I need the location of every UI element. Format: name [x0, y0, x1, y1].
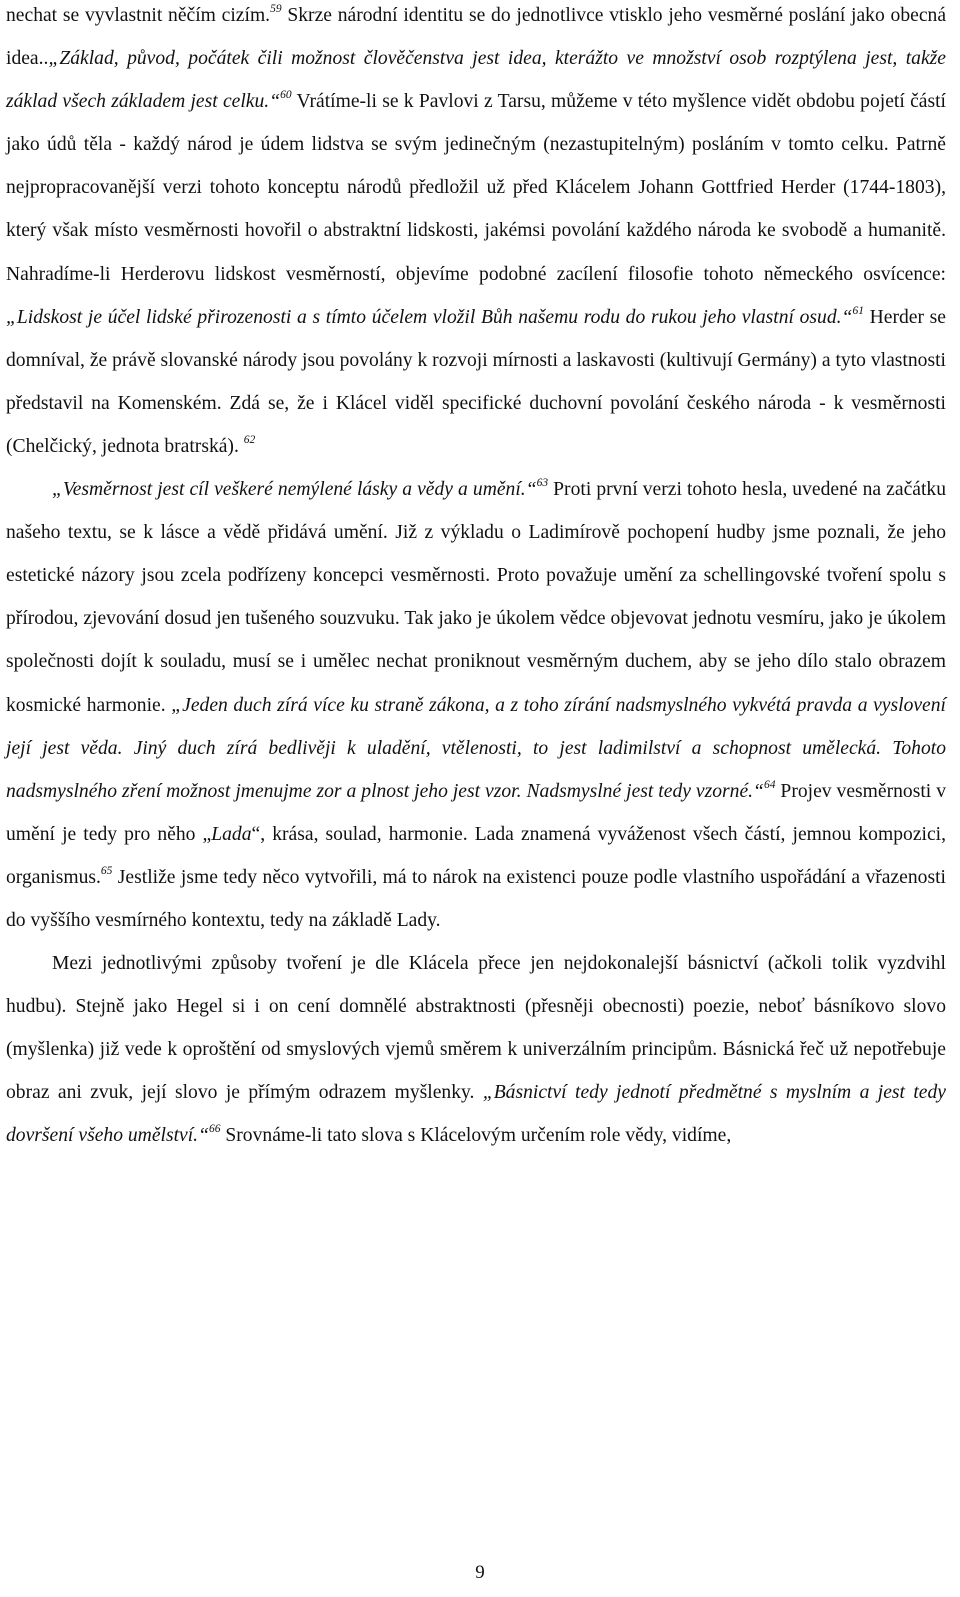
footnote-ref-66[interactable]: 66: [208, 1123, 221, 1136]
quotation-basnictvi: „Básnictví tedy jednotí předmětné s myslním a jest tedy dovršení všeho umělství.“: [6, 1082, 946, 1147]
page-number: 9: [475, 1562, 485, 1583]
sentence: Mezi jednotlivými způsoby tvoření je dle Klácela přece jen nejdokonalejší básnictví (ačkoli tolik vyzdvihl hudbu). Stejně jako Hegel si i on cení domnělé abstraktnosti (přesněji obecnosti) poezie, neboť básníkovo slovo (myšlenka) již vede k oproštění od smyslových vjemů směrem k univerzálním principům. Básnická řeč už nepotřebuje obraz ani zvuk, její slovo je přímým odrazem myšlenky.: [6, 953, 946, 1104]
sentence: Herder se domníval, že právě slovanské národy jsou povolány k rozvoji mírnosti a laskavosti (kultivují Germány) a tyto vlastnosti představil na Komenském. Zdá se, že i Klácel viděl specifické duchovní povolání českého národa - k vesměrnosti (Chelčický, jednota bratrská).: [6, 306, 946, 457]
body-text: [6, 0, 946, 1158]
sentence: nechat se vyvlastnit něčím cizím.: [6, 5, 271, 26]
quotation-vesmernost: „Vesměrnost jest cíl veškeré nemýlené lásky a vědy a umění.“: [52, 479, 537, 501]
paragraph: [6, 942, 946, 1157]
footnote-ref-64[interactable]: 64: [763, 778, 776, 791]
sentence: Proti první verzi tohoto hesla, uvedené na začátku našeho textu, se k lásce a vědě přidává umění. Již z výkladu o Ladimírově pochopení hudby jsme poznali, že jeho estetické názory jsou zcela podřízeny koncepci vesměrnosti. Proto považuje umění za schellingovské tvoření spolu s přírodou, zjevování dosud jen tušeného souzvuku. Tak jako je úkolem vědce objevovat jednotu vesmíru, jako je úkolem společnosti dojít k souladu, musí se i umělec nechat proniknout vesměrným duchem, aby se jeho dílo stalo obrazem kosmické harmonie.: [6, 479, 947, 716]
footnote-ref-65[interactable]: 65: [100, 864, 113, 877]
sentence: Jestliže jsme tedy něco vytvořili, má to nárok na existenci pouze podle vlastního uspořádání a vřazenosti do vyššího vesmírného kontextu, tedy na základě Lady.: [6, 866, 946, 931]
footnote-ref-63[interactable]: 63: [536, 477, 549, 490]
sentence: “, krása, soulad, harmonie. Lada znamená vyváženost všech částí, jemnou kompozici, organismus.: [6, 823, 946, 888]
footnote-ref-62[interactable]: 62: [243, 433, 256, 446]
footnote-ref-59[interactable]: 59: [270, 3, 282, 15]
sentence: Vrátíme-li se k Pavlovi z Tarsu, můžeme v této myšlence vidět obdobu pojetí částí jako údů těla - každý národ je údem lidstva se svým jedinečným (nezastupitelným) posláním v tomto celku. Patrně nejpropracovanější verzi tohoto konceptu národů předložil už před Klácelem Johann Gottfried Herder (1744-1803), který však místo vesměrnosti hovořil o abstraktní lidskosti, jakémsi povolání každého národa ke svobodě a humanitě. Nahradíme-li Herderovu lidskost vesměrností, objevíme podobné zacílení filosofie tohoto německého osvícence:: [6, 91, 946, 285]
term-lada: Lada: [211, 823, 252, 845]
footnote-ref-61[interactable]: 61: [852, 304, 864, 317]
paragraph: [6, 468, 946, 942]
paragraph-continuation: [6, 0, 946, 468]
quotation-jeden-duch: „Jeden duch zírá více ku straně zákona, a z toho zírání nadsmyslného vykvétá pravda a vyslovení její jest věda. Jiný duch zírá bedlivěji k uladění, vtělenosti, to jest ladimilství a schopnost umělecká. Tohoto nadsmyslného zření možnost jmenujme zor a plnost jeho jest vzor. Nadsmyslné jest tedy vzorné.“: [6, 694, 946, 802]
footnote-ref-60[interactable]: 60: [280, 89, 292, 102]
quotation-herder: „Lidskost je účel lidské přirozenosti a s tímto účelem vložil Bůh našemu rodu do rukou jeho vlastní osud.“: [6, 306, 853, 328]
sentence: Projev vesměrnosti v umění je tedy pro něho „: [6, 780, 946, 845]
sentence: Skrze národní identitu se do jednotlivce vtisklo jeho vesměrné poslání jako obecná idea..: [6, 5, 947, 70]
sentence: Srovnáme-li tato slova s Klácelovým určením role vědy, vidíme,: [220, 1125, 732, 1147]
quotation: „Základ, původ, počátek čili možnost člověčenstva jest idea, kterážto ve množství osob rozptýlena jest, takže základ všech základem jest celku.“: [6, 48, 946, 113]
